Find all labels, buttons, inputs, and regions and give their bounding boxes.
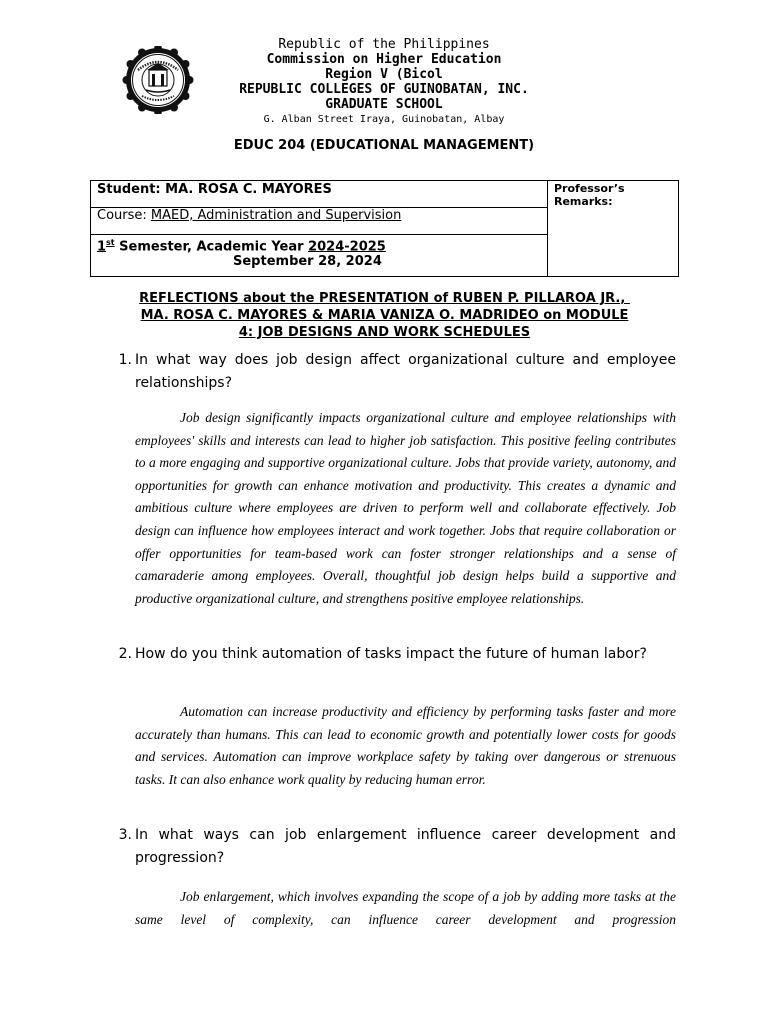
reflections-line2: MA. ROSA C. MAYORES & MARIA VANIZA O. MADRIDEO on MODULE bbox=[140, 308, 629, 323]
question-3 bbox=[110, 824, 676, 870]
letterhead-region: Region V (Bicol bbox=[325, 67, 443, 82]
letterhead-republic: Republic of the Philippines bbox=[278, 37, 490, 52]
remarks-label-line1: Professor’s bbox=[554, 182, 625, 195]
course-value: MAED, Administration and Supervision bbox=[150, 208, 402, 223]
question-2 bbox=[110, 643, 676, 666]
student-name: Student: MA. ROSA C. MAYORES bbox=[97, 182, 332, 197]
question-1 bbox=[110, 349, 676, 395]
question-text: In what way does job design affect organizational culture and employee relationships? bbox=[135, 352, 676, 391]
academic-year: 2024-2025 bbox=[308, 239, 386, 255]
reflections-line1: REFLECTIONS about the PRESENTATION of RUBEN P. PILLAROA JR., bbox=[139, 291, 630, 306]
course-label: Course: bbox=[97, 208, 151, 223]
reflections-heading bbox=[90, 290, 679, 341]
remarks-label-line2: Remarks: bbox=[554, 195, 613, 208]
letterhead-ched: Commission on Higher Education bbox=[266, 52, 502, 67]
semester-cell bbox=[91, 235, 548, 277]
semester-text: Semester, Academic Year bbox=[114, 239, 309, 255]
course-cell bbox=[91, 208, 548, 235]
student-info-table bbox=[90, 180, 679, 277]
school-seal-logo bbox=[118, 46, 198, 114]
reflections-line3: 4: JOB DESIGNS AND WORK SCHEDULES bbox=[238, 325, 531, 340]
question-number: 2. bbox=[118, 646, 132, 662]
answer-3: Job enlargement, which involves expanding the scope of a job by adding more tasks at the same level of complexity, can influence career development and progression bbox=[135, 889, 676, 927]
professor-remarks-cell bbox=[548, 181, 679, 277]
student-cell bbox=[91, 181, 548, 208]
semester-line bbox=[97, 235, 541, 254]
question-text: How do you think automation of tasks impact the future of human labor? bbox=[135, 646, 647, 662]
question-number: 1. bbox=[118, 352, 132, 368]
letterhead-graduate-school: GRADUATE SCHOOL bbox=[325, 97, 443, 112]
semester-ordinal: st bbox=[106, 238, 115, 247]
course-code-title: EDUC 204 (EDUCATIONAL MANAGEMENT) bbox=[233, 138, 535, 153]
question-text: In what ways can job enlargement influence career development and progression? bbox=[135, 827, 676, 866]
letterhead-address: G. Alban Street Iraya, Guinobatan, Albay bbox=[263, 114, 505, 125]
letterhead-college: REPUBLIC COLLEGES OF GUINOBATAN, INC. bbox=[239, 82, 529, 97]
submission-date: September 28, 2024 bbox=[233, 254, 382, 270]
semester-number: 1 bbox=[97, 239, 107, 255]
answer-1: Job design significantly impacts organizational culture and employee relationships with employees' skills and interests can lead to higher job satisfaction. This positive feeling contributes to a more engaging and supportive organizational culture. Jobs that provide variety, autonomy, and opportunities for growth can enhance motivation and productivity. This creates a dynamic and ambitious culture where employees are driven to perform well and collaborate effectively. Job design can influence how employees interact and work together. Jobs that require collaboration or offer opportunities for team-based work can foster stronger relationships and a sense of camaraderie among employees. Overall, thoughtful job design helps build a supportive and productive organizational culture, and strengthens positive employee relationships. bbox=[135, 410, 676, 606]
letterhead bbox=[200, 37, 568, 127]
answer-2: Automation can increase productivity and efficiency by performing tasks faster and more accurately than humans. This can lead to economic growth and potentially lower costs for goods and services. Automation can improve workplace safety by taking over dangerous or strenuous tasks. It can also enhance work quality by reducing human error. bbox=[135, 704, 676, 787]
question-number: 3. bbox=[118, 827, 132, 843]
